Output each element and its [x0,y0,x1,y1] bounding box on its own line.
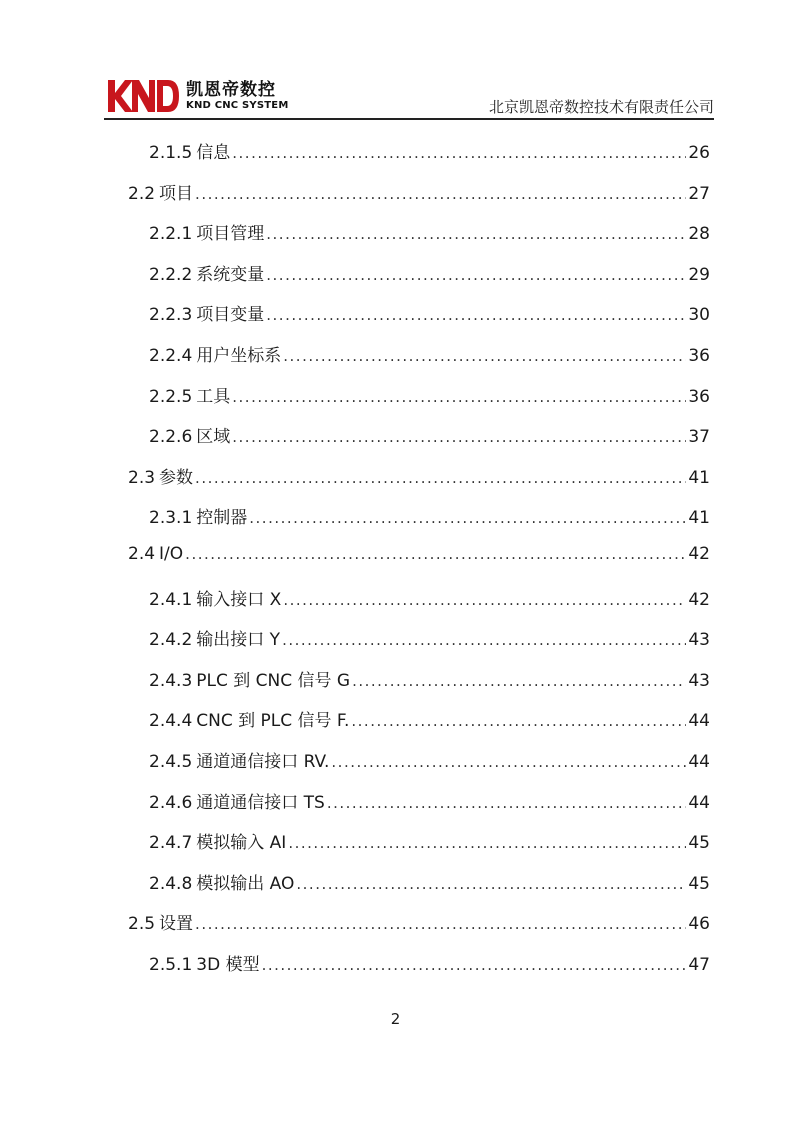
toc-entry-number: 2.4.6 [149,792,193,812]
toc-dot-leader [185,545,686,563]
toc-dot-leader [262,956,687,974]
toc-dot-leader [283,591,686,609]
toc-entry-title: CNC 到 PLC 信号 F. [196,711,350,731]
toc-dot-leader [195,185,686,203]
company-logo [108,76,288,116]
company-name: 北京凯恩帝数控技术有限责任公司 [488,98,714,116]
toc-entry[interactable] [149,706,710,730]
toc-dot-leader [266,266,686,284]
toc-entry-page: 46 [688,914,710,934]
toc-entry[interactable] [149,219,710,243]
toc-entry-page: 41 [688,467,710,487]
toc-entry-title: 项目变量 [196,305,265,325]
toc-entry-page: 47 [688,955,710,974]
toc-entry-title: 通道通信接口 RV. [196,752,330,771]
toc-entry-number: 2.5.1 [149,955,193,974]
toc-dot-leader [288,834,686,852]
toc-dot-leader [266,306,686,324]
toc-entry-number: 2.4.1 [149,589,193,609]
toc-dot-leader [266,225,686,243]
toc-dot-leader [232,428,686,446]
toc-entry-number: 2.4.7 [149,833,193,853]
toc-entry[interactable] [128,463,710,487]
toc-entry[interactable] [149,585,710,609]
toc-dot-leader [296,875,686,893]
toc-entry-title: 3D 模型 [196,955,260,974]
page-number: 2 [390,1010,401,1028]
toc-entry-number: 2.3.1 [149,508,193,528]
toc-entry[interactable] [149,503,710,527]
toc-dot-leader [195,915,686,933]
toc-entry[interactable] [149,788,710,812]
toc-dot-leader [283,347,686,365]
toc-entry-number: 2.4 [128,544,156,564]
toc-dot-leader [282,631,686,649]
toc-entry-number: 2.4.4 [149,711,193,731]
toc-entry[interactable] [149,422,710,446]
toc-dot-leader [331,753,686,771]
toc-entry-title: 模拟输入 AI [196,833,287,853]
toc-entry-title: 控制器 [196,508,248,528]
toc-entry-title: PLC 到 CNC 信号 G [196,670,351,690]
toc-entry-page: 41 [688,508,710,528]
toc-entry[interactable] [149,138,710,162]
toc-dot-leader [327,794,687,812]
toc-dot-leader [352,672,686,690]
toc-entry-page: 43 [688,630,710,650]
toc-entry-title: 信息 [196,143,231,162]
toc-entry-number: 2.5 [128,914,156,934]
logo-chinese-name: 凯恩帝数控 [186,80,276,100]
toc-dot-leader [249,509,686,527]
toc-entry-page: 45 [688,833,710,853]
toc-entry-number: 2.4.2 [149,630,193,650]
toc-entry[interactable] [149,747,710,771]
toc-entry-page: 36 [688,386,710,406]
toc-entry-title: 区域 [196,427,231,447]
toc-entry-title: 工具 [196,386,231,406]
knd-logo-icon [108,78,180,114]
toc-entry-title: 系统变量 [196,264,265,284]
toc-entry-page: 44 [688,792,710,812]
toc-entry-page: 43 [688,670,710,690]
page-header [108,72,714,120]
toc-entry-page: 27 [688,183,710,203]
toc-entry[interactable] [149,341,710,365]
toc-entry-number: 2.1.5 [149,143,193,162]
toc-entry-number: 2.4.5 [149,752,193,771]
toc-entry-page: 37 [688,427,710,447]
toc-entry-title: 模拟输出 AO [196,873,295,893]
toc-entry-title: 输入接口 X [196,589,282,609]
toc-entry-number: 2.2 [128,183,156,203]
toc-entry[interactable] [149,666,710,690]
toc-entry-title: 通道通信接口 TS [196,792,325,812]
toc-entry-title: 项目 [159,183,194,203]
toc-entry-number: 2.2.5 [149,386,193,406]
header-divider [104,118,714,120]
toc-entry[interactable] [149,260,710,284]
toc-entry-number: 2.2.4 [149,346,193,365]
toc-dot-leader [351,712,686,730]
toc-entry-page: 45 [688,873,710,893]
toc-entry-number: 2.3 [128,467,156,487]
toc-entry-page: 42 [688,589,710,609]
toc-entry-title: 项目管理 [196,224,265,244]
toc-entry[interactable] [128,909,710,933]
toc-entry-title: 输出接口 Y [196,630,281,650]
toc-entry-title: 设置 [159,914,194,934]
toc-entry-page: 28 [688,224,710,244]
toc-entry-title: I/O [159,544,184,564]
toc-dot-leader [232,388,686,406]
toc-entry[interactable] [149,300,710,324]
toc-entry[interactable] [149,625,710,649]
toc-entry[interactable] [128,544,710,568]
toc-entry[interactable] [149,828,710,852]
toc-entry-number: 2.2.3 [149,305,193,325]
toc-entry[interactable] [149,869,710,893]
toc-entry-title: 用户坐标系 [196,346,282,365]
toc-entry-page: 42 [688,544,710,564]
toc-entry[interactable] [149,382,710,406]
toc-entry-page: 26 [688,143,710,162]
toc-dot-leader [232,144,686,162]
logo-english-name: KND CNC SYSTEM [186,100,289,111]
toc-entry-page: 29 [688,264,710,284]
toc-entry-number: 2.4.3 [149,670,193,690]
toc-entry-page: 30 [688,305,710,325]
toc-entry-number: 2.2.2 [149,264,193,284]
toc-entry-number: 2.4.8 [149,873,193,893]
toc-entry-number: 2.2.1 [149,224,193,244]
toc-entry[interactable] [128,179,710,203]
toc-entry-title: 参数 [159,467,194,487]
toc-dot-leader [195,469,686,487]
toc-entry-page: 36 [688,346,710,365]
toc-entry-number: 2.2.6 [149,427,193,447]
toc-entry[interactable] [149,950,710,974]
toc-entry-page: 44 [688,711,710,731]
toc-entry-page: 44 [688,752,710,771]
